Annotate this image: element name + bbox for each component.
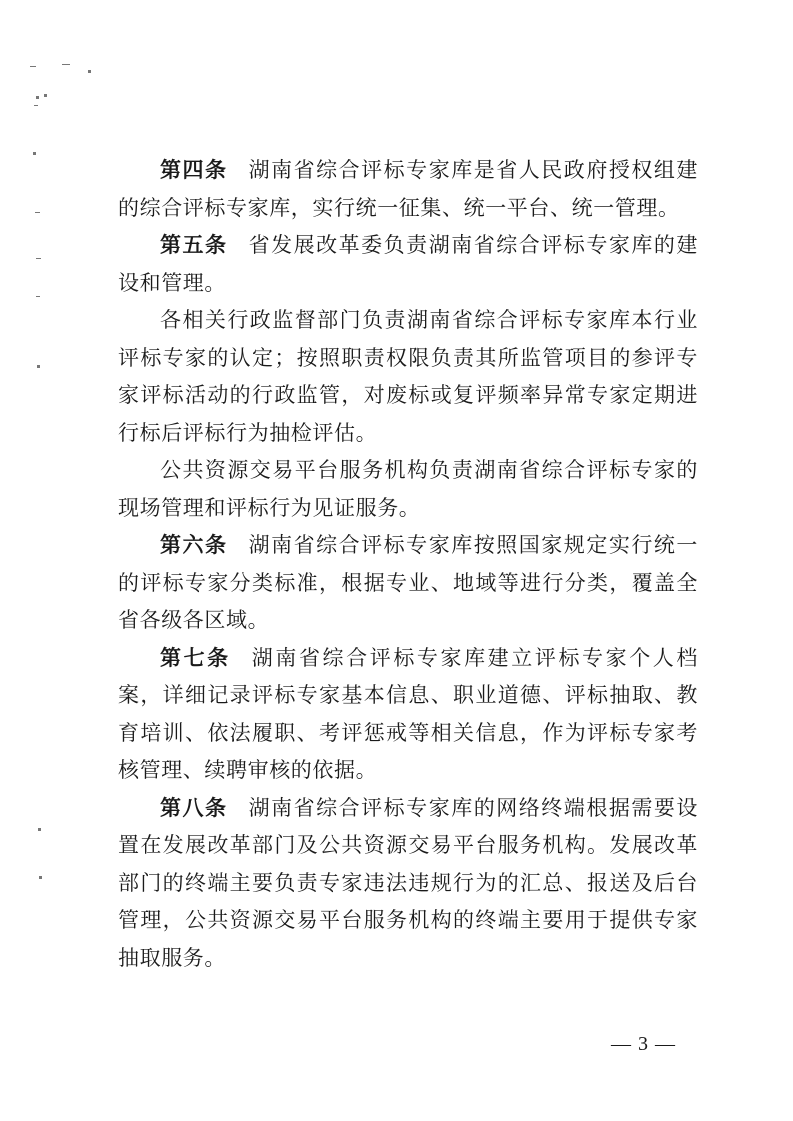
article-7	[118, 640, 698, 790]
page-number: — 3 —	[611, 1033, 676, 1055]
paragraph-trading-platform	[118, 452, 698, 527]
article-number: 第八条	[160, 795, 228, 820]
article-text: 湖南省综合评标专家库按照国家规定实行统一的评标专家分类标准，根据专业、地域等进行分类，覆盖全省各级各区域。	[118, 533, 698, 632]
article-5	[118, 227, 698, 302]
paragraph-supervision	[118, 302, 698, 452]
article-text: 湖南省综合评标专家库建立评标专家个人档案，详细记录评标专家基本信息、职业道德、评标抽取、教育培训、依法履职、考评惩戒等相关信息，作为评标专家考核管理、续聘审核的依据。	[118, 645, 698, 782]
document-body	[118, 152, 698, 977]
article-text: 省发展改革委负责湖南省综合评标专家库的建设和管理。	[118, 233, 698, 295]
paragraph-text: 公共资源交易平台服务机构负责湖南省综合评标专家的现场管理和评标行为见证服务。	[118, 458, 698, 520]
article-4	[118, 152, 698, 227]
article-number: 第六条	[160, 533, 228, 557]
article-text: 湖南省综合评标专家库是省人民政府授权组建的综合评标专家库，实行统一征集、统一平台、统一管理。	[118, 158, 698, 220]
article-number: 第五条	[160, 233, 228, 257]
article-8	[118, 790, 698, 978]
article-number: 第四条	[160, 158, 228, 182]
paragraph-text: 各相关行政监督部门负责湖南省综合评标专家库本行业评标专家的认定；按照职责权限负责其所监管项目的参评专家评标活动的行政监管，对废标或复评频率异常专家定期进行标后评标行为抽检评估。	[118, 308, 698, 445]
article-6	[118, 527, 698, 640]
article-text: 湖南省综合评标专家库的网络终端根据需要设置在发展改革部门及公共资源交易平台服务机构。发展改革部门的终端主要负责专家违法违规行为的汇总、报送及后台管理，公共资源交易平台服务机构的终端主要用于提供专家抽取服务。	[118, 795, 698, 970]
article-number: 第七条	[160, 645, 231, 670]
